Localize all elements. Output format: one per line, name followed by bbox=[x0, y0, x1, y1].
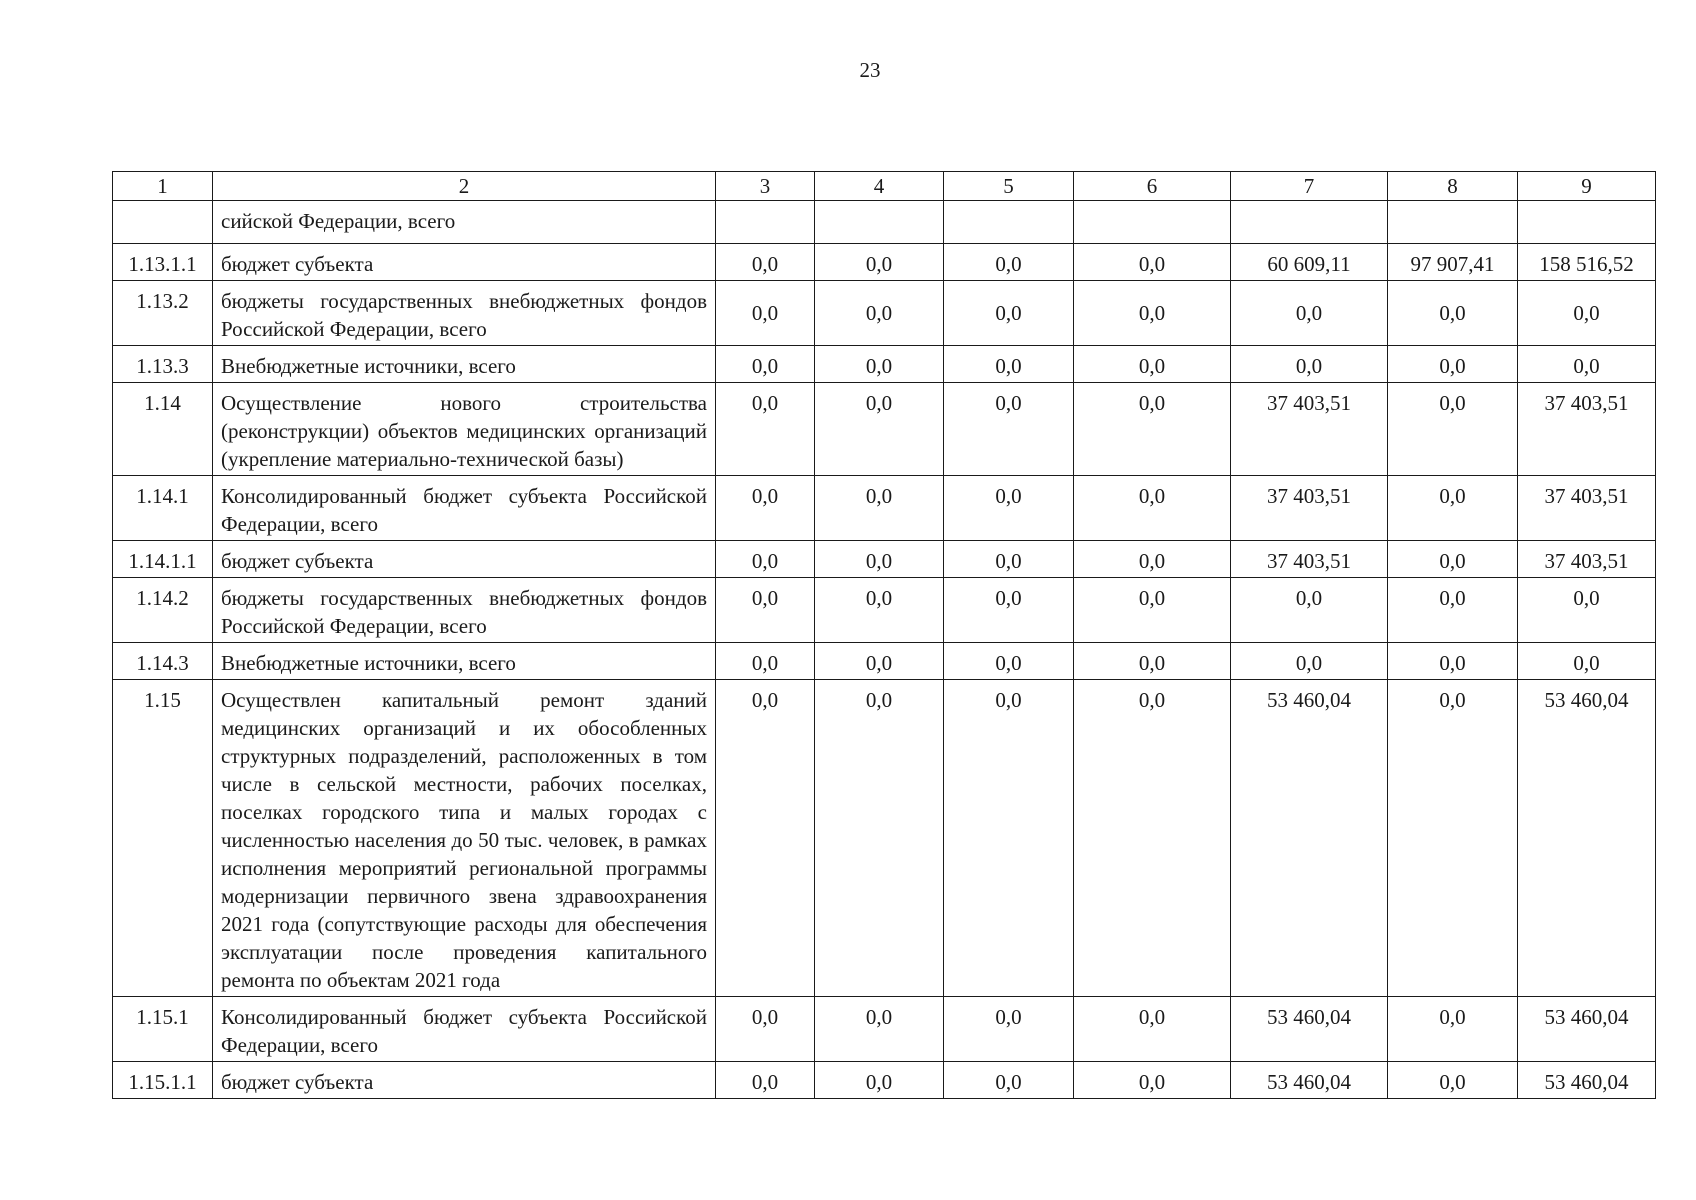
row-description: бюджет субъекта bbox=[213, 541, 716, 578]
row-code: 1.14 bbox=[113, 383, 213, 476]
value-cell: 0,0 bbox=[944, 578, 1074, 643]
value-cell: 37 403,51 bbox=[1231, 541, 1388, 578]
value-cell: 53 460,04 bbox=[1231, 1062, 1388, 1099]
value-cell: 0,0 bbox=[1388, 578, 1518, 643]
value-cell: 0,0 bbox=[1388, 680, 1518, 997]
page-number: 23 bbox=[859, 58, 881, 82]
value-cell: 0,0 bbox=[944, 281, 1074, 346]
value-cell: 0,0 bbox=[1074, 578, 1231, 643]
budget-table bbox=[112, 171, 1656, 1099]
row-description: бюджет субъекта bbox=[213, 244, 716, 281]
value-cell: 97 907,41 bbox=[1388, 244, 1518, 281]
value-cell: 0,0 bbox=[815, 244, 944, 281]
row-description: Консолидированный бюджет субъекта Российской Федерации, всего bbox=[213, 476, 716, 541]
row-description: Консолидированный бюджет субъекта Российской Федерации, всего bbox=[213, 997, 716, 1062]
table-row bbox=[113, 680, 1656, 997]
value-cell: 158 516,52 bbox=[1518, 244, 1656, 281]
value-cell: 0,0 bbox=[716, 680, 815, 997]
value-cell: 0,0 bbox=[1074, 643, 1231, 680]
value-cell: 37 403,51 bbox=[1518, 383, 1656, 476]
value-cell: 0,0 bbox=[716, 346, 815, 383]
value-cell bbox=[1388, 201, 1518, 244]
row-code: 1.14.3 bbox=[113, 643, 213, 680]
row-code: 1.13.1.1 bbox=[113, 244, 213, 281]
value-cell: 53 460,04 bbox=[1518, 680, 1656, 997]
row-code: 1.14.2 bbox=[113, 578, 213, 643]
value-cell: 0,0 bbox=[1231, 643, 1388, 680]
value-cell: 0,0 bbox=[815, 997, 944, 1062]
table-row bbox=[113, 997, 1656, 1062]
table-row bbox=[113, 244, 1656, 281]
value-cell: 0,0 bbox=[716, 281, 815, 346]
value-cell: 0,0 bbox=[815, 346, 944, 383]
value-cell: 0,0 bbox=[1518, 578, 1656, 643]
value-cell: 0,0 bbox=[1388, 383, 1518, 476]
value-cell: 0,0 bbox=[815, 383, 944, 476]
row-description: сийской Федерации, всего bbox=[213, 201, 716, 244]
value-cell: 0,0 bbox=[944, 476, 1074, 541]
row-code: 1.14.1 bbox=[113, 476, 213, 541]
value-cell: 0,0 bbox=[716, 997, 815, 1062]
column-header: 2 bbox=[213, 172, 716, 201]
value-cell: 0,0 bbox=[1518, 643, 1656, 680]
value-cell bbox=[1518, 201, 1656, 244]
value-cell: 0,0 bbox=[944, 997, 1074, 1062]
value-cell: 0,0 bbox=[1231, 281, 1388, 346]
row-code bbox=[113, 201, 213, 244]
column-header: 7 bbox=[1231, 172, 1388, 201]
table-row bbox=[113, 201, 1656, 244]
value-cell: 0,0 bbox=[815, 578, 944, 643]
value-cell: 0,0 bbox=[716, 541, 815, 578]
table-row bbox=[113, 1062, 1656, 1099]
value-cell: 0,0 bbox=[944, 383, 1074, 476]
value-cell bbox=[716, 201, 815, 244]
value-cell: 0,0 bbox=[716, 578, 815, 643]
value-cell: 0,0 bbox=[1518, 346, 1656, 383]
value-cell bbox=[1231, 201, 1388, 244]
value-cell: 37 403,51 bbox=[1231, 476, 1388, 541]
value-cell: 0,0 bbox=[1074, 244, 1231, 281]
value-cell: 0,0 bbox=[1074, 997, 1231, 1062]
value-cell bbox=[815, 201, 944, 244]
column-header: 3 bbox=[716, 172, 815, 201]
value-cell: 0,0 bbox=[716, 476, 815, 541]
value-cell: 0,0 bbox=[944, 244, 1074, 281]
row-description: Осуществлен капитальный ремонт зданий медицинских организаций и их обособленных структурных подразделений, расположенных в том числе в сельской местности, рабочих поселках, поселках городского типа и малых городах с численностью населения до 50 тыс. человек, в рамках исполнения мероприятий региональной программы модернизации первичного звена здравоохранения 2021 года (сопутствующие расходы для обеспечения эксплуатации после проведения капитального ремонта по объектам 2021 года bbox=[213, 680, 716, 997]
value-cell: 0,0 bbox=[1388, 346, 1518, 383]
value-cell: 0,0 bbox=[1388, 541, 1518, 578]
value-cell: 0,0 bbox=[944, 680, 1074, 997]
value-cell: 0,0 bbox=[716, 643, 815, 680]
value-cell: 0,0 bbox=[716, 383, 815, 476]
column-header: 8 bbox=[1388, 172, 1518, 201]
column-header: 5 bbox=[944, 172, 1074, 201]
column-number-header-row bbox=[113, 172, 1656, 201]
value-cell: 0,0 bbox=[1231, 346, 1388, 383]
value-cell: 0,0 bbox=[944, 1062, 1074, 1099]
value-cell: 60 609,11 bbox=[1231, 244, 1388, 281]
value-cell: 53 460,04 bbox=[1518, 1062, 1656, 1099]
value-cell: 0,0 bbox=[1074, 680, 1231, 997]
row-code: 1.15 bbox=[113, 680, 213, 997]
value-cell: 37 403,51 bbox=[1518, 476, 1656, 541]
value-cell: 0,0 bbox=[944, 346, 1074, 383]
column-header: 9 bbox=[1518, 172, 1656, 201]
value-cell: 0,0 bbox=[1074, 346, 1231, 383]
table-row bbox=[113, 643, 1656, 680]
value-cell: 0,0 bbox=[1074, 383, 1231, 476]
row-code: 1.13.2 bbox=[113, 281, 213, 346]
value-cell: 0,0 bbox=[716, 244, 815, 281]
value-cell: 0,0 bbox=[1388, 476, 1518, 541]
value-cell: 0,0 bbox=[1231, 578, 1388, 643]
value-cell: 0,0 bbox=[1074, 281, 1231, 346]
row-description: Осуществление нового строительства (реконструкции) объектов медицинских организаций (укрепление материально-технической базы) bbox=[213, 383, 716, 476]
row-code: 1.14.1.1 bbox=[113, 541, 213, 578]
value-cell bbox=[1074, 201, 1231, 244]
column-header: 4 bbox=[815, 172, 944, 201]
table-row bbox=[113, 541, 1656, 578]
value-cell: 0,0 bbox=[1074, 1062, 1231, 1099]
value-cell: 0,0 bbox=[1388, 643, 1518, 680]
row-code: 1.15.1.1 bbox=[113, 1062, 213, 1099]
column-header: 6 bbox=[1074, 172, 1231, 201]
value-cell: 0,0 bbox=[944, 643, 1074, 680]
value-cell: 0,0 bbox=[815, 1062, 944, 1099]
value-cell: 53 460,04 bbox=[1231, 680, 1388, 997]
value-cell: 0,0 bbox=[1518, 281, 1656, 346]
row-description: бюджеты государственных внебюджетных фондов Российской Федерации, всего bbox=[213, 281, 716, 346]
value-cell bbox=[944, 201, 1074, 244]
value-cell: 0,0 bbox=[815, 476, 944, 541]
table-row bbox=[113, 383, 1656, 476]
value-cell: 0,0 bbox=[1074, 476, 1231, 541]
row-code: 1.15.1 bbox=[113, 997, 213, 1062]
value-cell: 37 403,51 bbox=[1518, 541, 1656, 578]
row-description: Внебюджетные источники, всего bbox=[213, 643, 716, 680]
value-cell: 53 460,04 bbox=[1518, 997, 1656, 1062]
row-description: бюджеты государственных внебюджетных фондов Российской Федерации, всего bbox=[213, 578, 716, 643]
row-description: бюджет субъекта bbox=[213, 1062, 716, 1099]
row-description: Внебюджетные источники, всего bbox=[213, 346, 716, 383]
column-header: 1 bbox=[113, 172, 213, 201]
table-row bbox=[113, 346, 1656, 383]
value-cell: 0,0 bbox=[815, 680, 944, 997]
table-row bbox=[113, 476, 1656, 541]
value-cell: 0,0 bbox=[1074, 541, 1231, 578]
value-cell: 0,0 bbox=[1388, 1062, 1518, 1099]
value-cell: 0,0 bbox=[815, 643, 944, 680]
value-cell: 0,0 bbox=[716, 1062, 815, 1099]
table-row bbox=[113, 578, 1656, 643]
value-cell: 0,0 bbox=[1388, 281, 1518, 346]
value-cell: 0,0 bbox=[1388, 997, 1518, 1062]
value-cell: 53 460,04 bbox=[1231, 997, 1388, 1062]
value-cell: 0,0 bbox=[815, 281, 944, 346]
value-cell: 0,0 bbox=[944, 541, 1074, 578]
table-row bbox=[113, 281, 1656, 346]
row-code: 1.13.3 bbox=[113, 346, 213, 383]
value-cell: 0,0 bbox=[815, 541, 944, 578]
value-cell: 37 403,51 bbox=[1231, 383, 1388, 476]
